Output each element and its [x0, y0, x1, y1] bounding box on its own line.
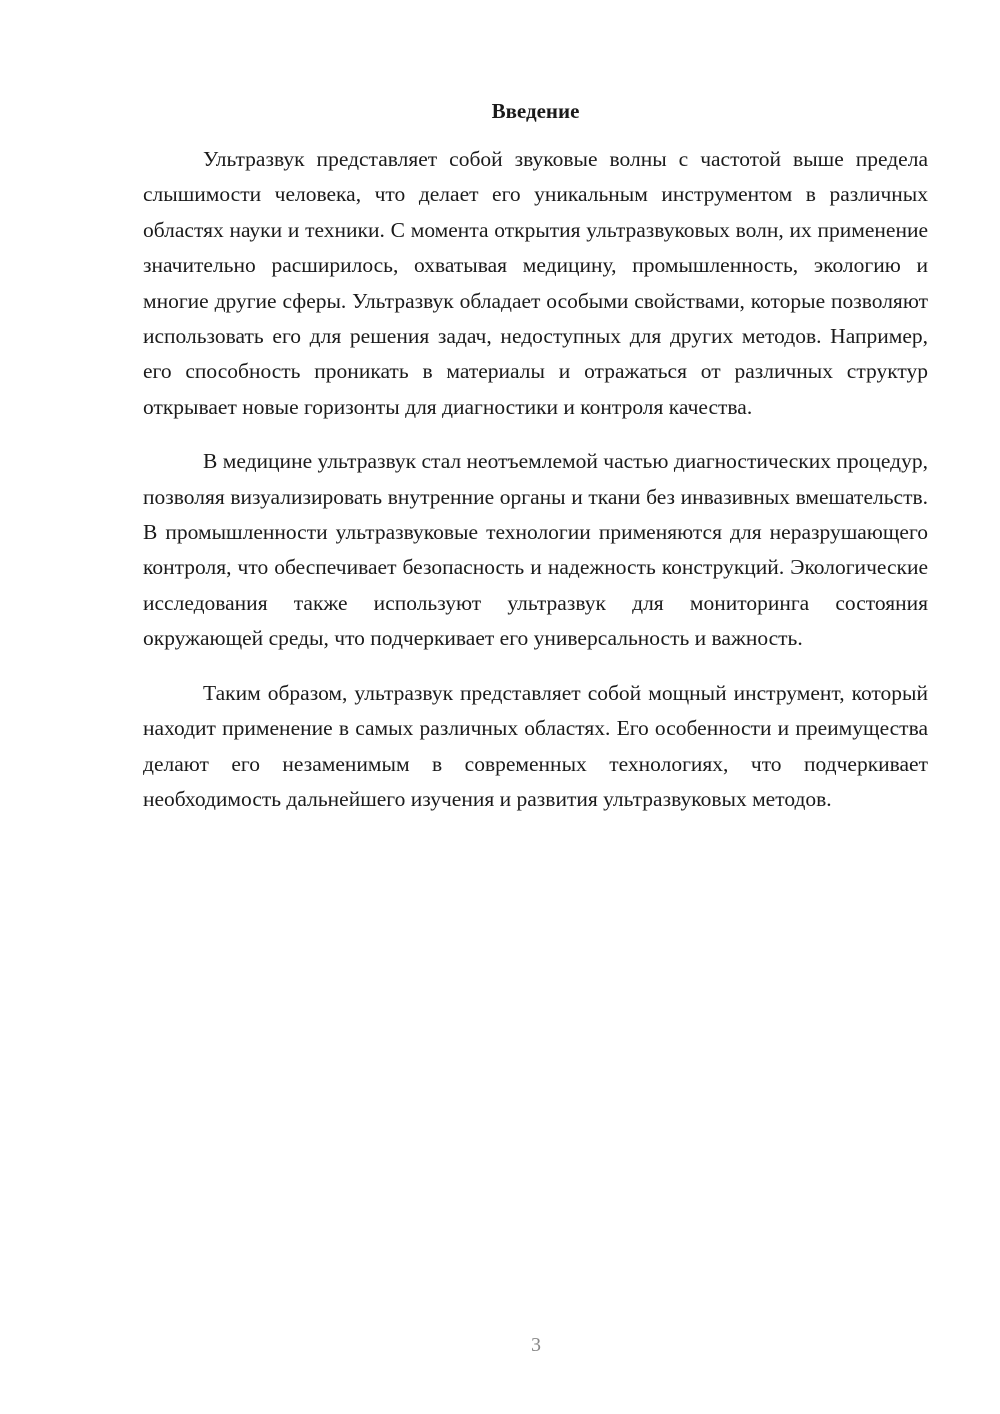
paragraph-intro: Ультразвук представляет собой звуковые волны с частотой выше предела слышимости человека, что делает его уникальным инструментом в различных областях науки и техники. С момента открытия ультразвуковых волн, их применение значительно расширилось, охватывая медицину, промышленность, экологию и многие другие сферы. Ультразвук обладает особыми свойствами, которые позволяют использовать его для решения задач, недоступных для других методов. Например, его способность проникать в материалы и отражаться от различных структур открывает новые горизонты для диагностики и контроля качества.: [143, 147, 928, 419]
body-text: [143, 142, 928, 836]
paragraph-applications: В медицине ультразвук стал неотъемлемой частью диагностических процедур, позволяя визуализировать внутренние органы и ткани без инвазивных вмешательств. В промышленности ультразвуковые технологии применяются для неразрушающего контроля, что обеспечивает безопасность и надежность конструкций. Экологические исследования также используют ультразвук для мониторинга состояния окружающей среды, что подчеркивает его универсальность и важность.: [143, 449, 928, 651]
paragraph-conclusion: Таким образом, ультразвук представляет собой мощный инструмент, который находит применение в самых различных областях. Его особенности и преимущества делают его незаменимым в современных технологиях, что подчеркивает необходимость дальнейшего изучения и развития ультразвуковых методов.: [143, 680, 928, 811]
section-heading: Введение: [491, 99, 580, 123]
page-number: 3: [531, 1334, 541, 1356]
